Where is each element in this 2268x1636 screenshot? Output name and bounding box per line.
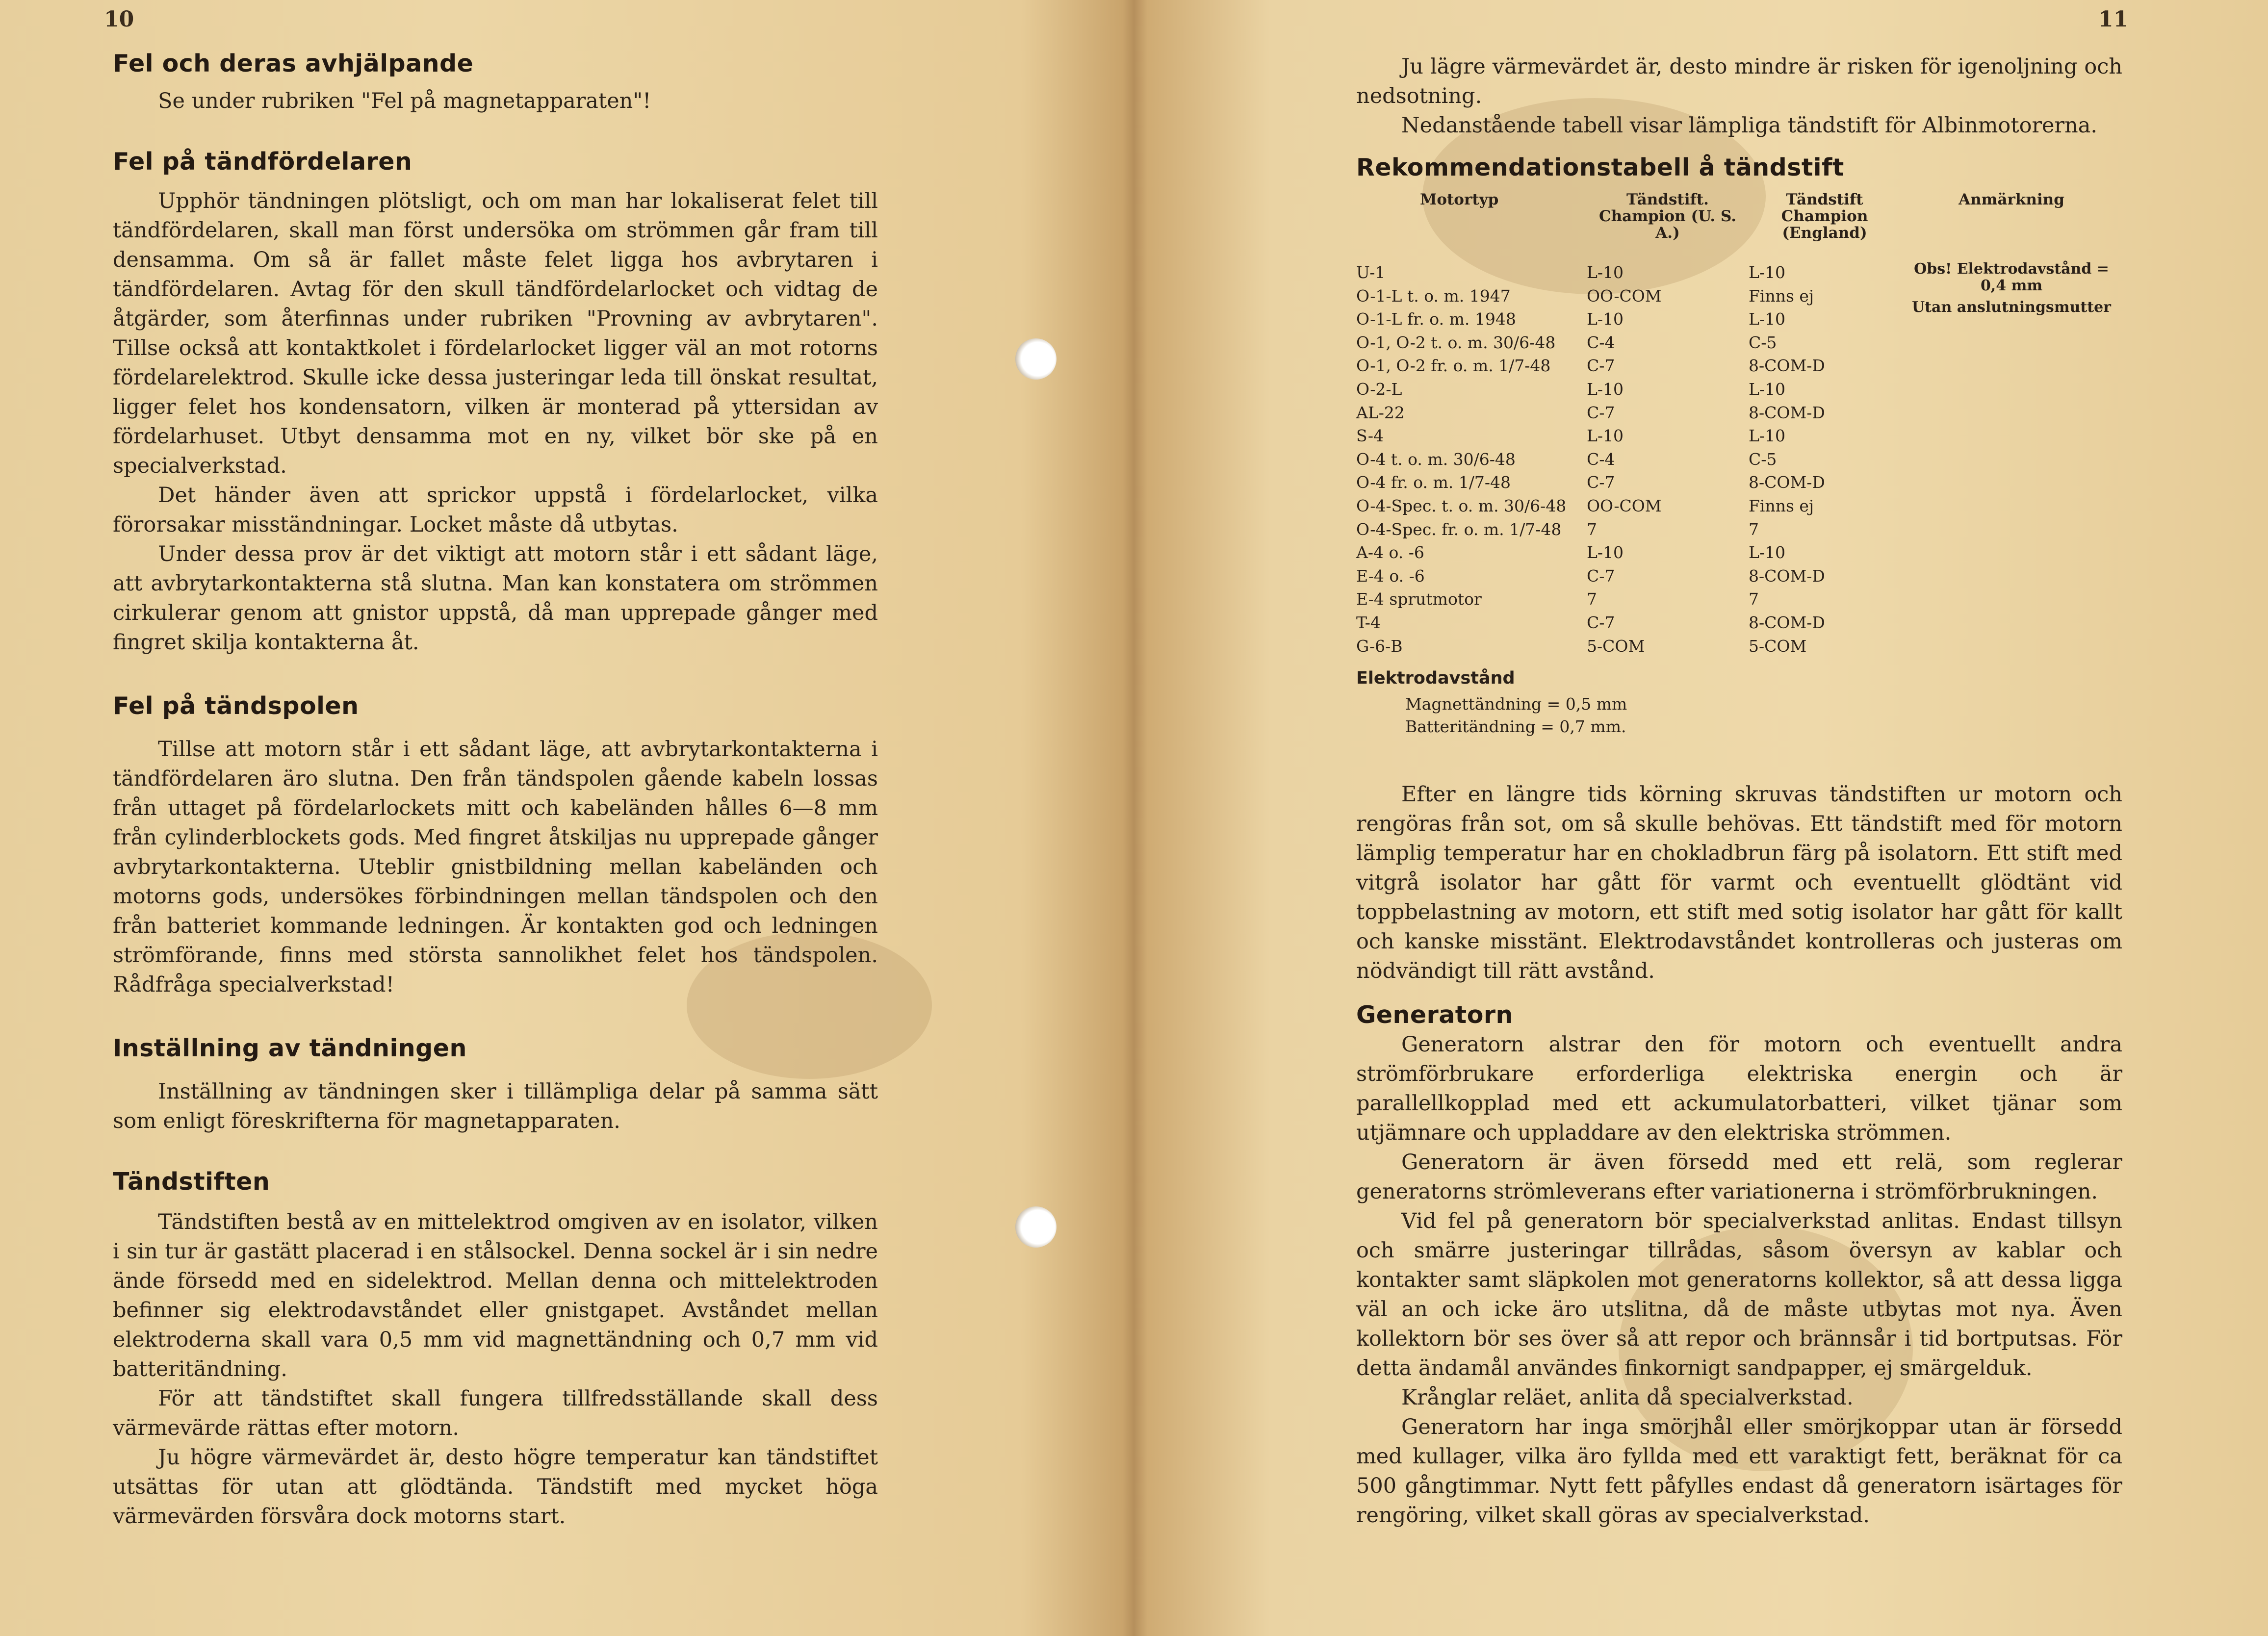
- champion-england-cell: 8-COM-D: [1749, 356, 1825, 376]
- champion-usa-cell: C-7: [1587, 566, 1615, 586]
- page-number: 11: [2098, 7, 2129, 32]
- remark-cell: [1901, 588, 2122, 611]
- table-row: [1356, 471, 2122, 494]
- remark-cell: [1901, 331, 2122, 355]
- table-heading: Rekommendationstabell å tändstift: [1356, 153, 1844, 181]
- remark-cell: [1901, 635, 2122, 658]
- table-row: [1356, 635, 2122, 658]
- electrode-line: Batteritändning = 0,7 mm.: [1405, 717, 1626, 737]
- remark-cell: [1901, 424, 2122, 448]
- table-header-row: [1356, 191, 2122, 261]
- remark-cell: [1901, 494, 2122, 518]
- champion-usa-cell: L-10: [1587, 263, 1624, 282]
- page-number: 10: [104, 7, 134, 32]
- paragraph: Under dessa prov är det viktigt att motorn står i ett sådant läge, att avbrytarkontakterna stå slutna. Man kan konstatera om strömmen cirkulerar genom att gnistor uppstå, då man upprepade gånger med fingret skilja kontakterna åt.: [113, 542, 878, 655]
- motor-type-cell: O-1, O-2 t. o. m. 30/6-48: [1356, 332, 1556, 352]
- motor-type-cell: A-4 o. -6: [1356, 543, 1424, 562]
- motor-type-cell: O-4 t. o. m. 30/6-48: [1356, 449, 1516, 469]
- champion-usa-cell: C-7: [1587, 473, 1615, 492]
- paragraph: Ju högre värmevärdet är, desto högre temperatur kan tändstiftet utsättas för utan att glödtända. Tändstift med mycket höga värmevärden försvåra dock motorns start.: [113, 1445, 878, 1529]
- electrode-heading: Elektrodavstånd: [1356, 668, 1515, 689]
- table-row: [1356, 518, 2122, 541]
- motor-type-cell: G-6-B: [1356, 636, 1403, 656]
- paragraph: Ju lägre värmevärdet är, desto mindre är risken för igenoljning och nedsotning.: [1356, 54, 2122, 108]
- motor-type-cell: E-4 o. -6: [1356, 566, 1425, 586]
- champion-england-cell: L-10: [1749, 263, 1786, 282]
- table-row: [1356, 354, 2122, 378]
- champion-england-cell: 8-COM-D: [1749, 566, 1825, 586]
- champion-england-cell: C-5: [1749, 449, 1777, 469]
- table-row: [1356, 331, 2122, 355]
- motor-type-cell: O-4-Spec. t. o. m. 30/6-48: [1356, 496, 1567, 515]
- champion-usa-cell: C-7: [1587, 613, 1615, 632]
- remark-cell: [1901, 518, 2122, 541]
- section-heading: Tändstiften: [113, 1168, 270, 1196]
- champion-usa-cell: C-7: [1587, 403, 1615, 422]
- champion-usa-cell: L-10: [1587, 309, 1624, 329]
- champion-england-cell: L-10: [1749, 309, 1786, 329]
- motor-type-cell: AL-22: [1356, 403, 1405, 422]
- section-heading: Inställning av tändningen: [113, 1034, 467, 1062]
- column-header: Tändstift. Champion (U. S. A.): [1598, 191, 1737, 242]
- champion-england-cell: Finns ej: [1749, 496, 1814, 515]
- remark-cell: [1901, 471, 2122, 494]
- right-intro: [1356, 52, 2122, 140]
- section-spark-plugs: [113, 1167, 878, 1531]
- motor-type-cell: O-2-L: [1356, 379, 1402, 399]
- paragraph: Generatorn är även försedd med ett relä, som reglerar generatorns strömleverans efter variationerna i strömförbrukningen.: [1356, 1150, 2122, 1204]
- section-faults: [113, 49, 878, 116]
- remark-cell: [1901, 401, 2122, 425]
- motor-type-cell: U-1: [1356, 263, 1386, 282]
- table-row: [1356, 494, 2122, 518]
- champion-usa-cell: 5-COM: [1587, 636, 1645, 656]
- remark-cell: [1901, 541, 2122, 564]
- paragraph: Generatorn har inga smörjhål eller smörjkoppar utan är försedd med kullager, vilka äro fyllda med ett varaktigt fett, beräknat för ca 500 gångtimmar. Nytt fett påfylles endast då generatorn isärtages för rengöring, vilket skall göras av specialverkstad.: [1356, 1415, 2122, 1528]
- champion-england-cell: C-5: [1749, 332, 1777, 352]
- section-distributor: [113, 147, 878, 657]
- champion-england-cell: 8-COM-D: [1749, 613, 1825, 632]
- remark-line: Utan anslutningsmutter: [1912, 299, 2111, 316]
- motor-type-cell: O-1-L t. o. m. 1947: [1356, 286, 1511, 306]
- paragraph: Tillse att motorn står i ett sådant läge, att avbrytarkontakterna i tändfördelaren äro slutna. Den från tändspolen gående kabeln lossas från uttaget på fördelarlockets mitt och kabeländen hålles 6—8 mm från cylinderblockets gods. Med fingret åtskiljas nu upprepade gånger avbrytarkontakterna. Uteblir gnistbildning mellan kabeländen och motorns gods, undersökes förbindningen mellan tändspolen och den från batteriet kommande ledningen. Är kontakten god och ledningen strömförande, finns med största sannolikhet felet hos tändspolen. Rådfråga specialverkstad!: [113, 737, 878, 997]
- champion-england-cell: 7: [1749, 589, 1759, 609]
- remark-cell: [1901, 261, 2122, 331]
- table-body: [1356, 261, 2122, 658]
- section-heading: Fel på tändspolen: [113, 692, 359, 720]
- paragraph: Upphör tändningen plötsligt, och om man har lokaliserat felet till tändfördelaren, skall man först undersöka om strömmen går fram till densamma. Om så är fallet måste felet ligga hos avbrytaren i tändfördelaren. Avtag för den skull tändfördelarlocket och vidtag de åtgärder, som återfinnas under rubriken "Provning av avbrytaren". Tillse också att kontaktkolet i fördelarlocket ligger väl an mot rotorns fördelarelektrod. Skulle icke dessa justeringar leda till önskat resultat, ligger felet hos kondensatorn, vilken är monterad på yttersidan av fördelarhuset. Utbyt densamma mot en ny, vilket bör ske på en specialverkstad.: [113, 189, 878, 478]
- remark-cell: [1901, 448, 2122, 471]
- champion-usa-cell: L-10: [1587, 543, 1624, 562]
- champion-england-cell: Finns ej: [1749, 286, 1814, 306]
- spark-plug-table: [1356, 191, 2122, 658]
- champion-usa-cell: OO-COM: [1587, 496, 1662, 515]
- remark-cell: [1901, 564, 2122, 588]
- champion-usa-cell: C-7: [1587, 356, 1615, 376]
- table-row: [1356, 541, 2122, 564]
- table-row: [1356, 448, 2122, 471]
- paragraph: Se under rubriken "Fel på magnetapparaten"!: [158, 89, 651, 113]
- champion-england-cell: L-10: [1749, 379, 1786, 399]
- remark-cell: [1901, 354, 2122, 378]
- remark-line: 0,4 mm: [1980, 277, 2043, 294]
- motor-type-cell: S-4: [1356, 426, 1384, 446]
- motor-type-cell: O-1-L fr. o. m. 1948: [1356, 309, 1516, 329]
- section-ignition-coil: [113, 691, 878, 999]
- section-generator: [1356, 1000, 2122, 1530]
- column-header: Motortyp: [1420, 191, 1499, 208]
- paragraph: Generatorn alstrar den för motorn och eventuellt andra strömförbrukare erforderliga elektriska energin och är parallellkopplad med ett ackumulatorbatteri, vilket tjänar som utjämnare och uppladdare av den elektriska strömmen.: [1356, 1032, 2122, 1145]
- table-row: [1356, 378, 2122, 401]
- remark-cell: [1901, 611, 2122, 635]
- motor-type-cell: O-4-Spec. fr. o. m. 1/7-48: [1356, 519, 1562, 539]
- motor-type-cell: O-4 fr. o. m. 1/7-48: [1356, 473, 1511, 492]
- champion-usa-cell: C-4: [1587, 332, 1615, 352]
- section-heading: Fel på tändfördelaren: [113, 148, 412, 176]
- motor-type-cell: T-4: [1356, 613, 1381, 632]
- paragraph: Krånglar reläet, anlita då specialverkstad.: [1401, 1385, 1854, 1410]
- motor-type-cell: E-4 sprutmotor: [1356, 589, 1482, 609]
- paragraph: Nedanstående tabell visar lämpliga tändstift för Albinmotorerna.: [1401, 113, 2098, 138]
- cleaning-section: [1356, 780, 2122, 986]
- motor-type-cell: O-1, O-2 fr. o. m. 1/7-48: [1356, 356, 1551, 376]
- champion-usa-cell: 7: [1587, 519, 1597, 539]
- paragraph: För att tändstiftet skall fungera tillfredsställande skall dess värmevärde rättas efter motorn.: [113, 1386, 878, 1440]
- recommendation-section: [1356, 153, 2122, 738]
- table-row: [1356, 564, 2122, 588]
- remark-cell: [1901, 378, 2122, 401]
- champion-usa-cell: L-10: [1587, 379, 1624, 399]
- paragraph: Inställning av tändningen sker i tillämpliga delar på samma sätt som enligt föreskrifterna för magnetapparaten.: [113, 1079, 878, 1133]
- table-row: [1356, 611, 2122, 635]
- champion-usa-cell: C-4: [1587, 449, 1615, 469]
- section-heading: Fel och deras avhjälpande: [113, 50, 474, 77]
- paragraph: Tändstiften bestå av en mittelektrod omgiven av en isolator, vilken i sin tur är gastätt placerad i en stålsockel. Denna sockel är i sin nedre ände försedd med en sidelektrod. Mellan denna och mittelektroden befinner sig elektrodavståndet eller gnistgapet. Avståndet mellan elektroderna skall vara 0,5 mm vid magnettändning och 0,7 mm vid batteritändning.: [113, 1210, 878, 1381]
- table-row: [1356, 424, 2122, 448]
- remark-line: Obs! Elektrodavstånd =: [1914, 260, 2109, 278]
- column-header: Anmärkning: [1959, 191, 2064, 208]
- paragraph: Det händer även att sprickor uppstå i fördelarlocket, vilka förorsakar misständningar. Locket måste då utbytas.: [113, 483, 878, 537]
- champion-england-cell: 5-COM: [1749, 636, 1807, 656]
- table-row: [1356, 401, 2122, 425]
- champion-usa-cell: OO-COM: [1587, 286, 1662, 306]
- paragraph: Vid fel på generatorn bör specialverkstad anlitas. Endast tillsyn och smärre justeringar tillrådas, såsom översyn av kablar och kontakter samt släpkolen mot generatorns kollektor, så att dessa ligga väl an och icke äro utslitna, då de måste utbytas mot nya. Även kollektorn bör ses över så att repor och brännsår i tid bortputsas. För detta ändamål användes finkornigt sandpapper, ej smärgelduk.: [1356, 1209, 2122, 1380]
- champion-england-cell: L-10: [1749, 426, 1786, 446]
- champion-england-cell: L-10: [1749, 543, 1786, 562]
- champion-england-cell: 7: [1749, 519, 1759, 539]
- electrode-line: Magnettändning = 0,5 mm: [1405, 694, 1627, 714]
- paragraph: Efter en längre tids körning skruvas tändstiften ur motorn och rengöras från sot, om så skulle behövas. Ett tändstift med för motorn lämplig temperatur har en chokladbrun färg på isolatorn. Ett stift med vitgrå isolator har gått för varmt och eventuellt glödtänt vid toppbelastning av motorn, ett stift med sotig isolator har gått för kallt och kanske misstänt. Elektrodavståndet kontrolleras och justeras om nödvändigt till rätt avstånd.: [1356, 782, 2122, 983]
- section-heading: Generatorn: [1356, 1001, 1513, 1029]
- table-row: [1356, 261, 2122, 284]
- champion-usa-cell: L-10: [1587, 426, 1624, 446]
- column-header: Tändstift Champion (England): [1781, 191, 1868, 242]
- champion-england-cell: 8-COM-D: [1749, 403, 1825, 422]
- champion-usa-cell: 7: [1587, 589, 1597, 609]
- champion-england-cell: 8-COM-D: [1749, 473, 1825, 492]
- section-ignition-timing: [113, 1034, 878, 1136]
- table-row: [1356, 588, 2122, 611]
